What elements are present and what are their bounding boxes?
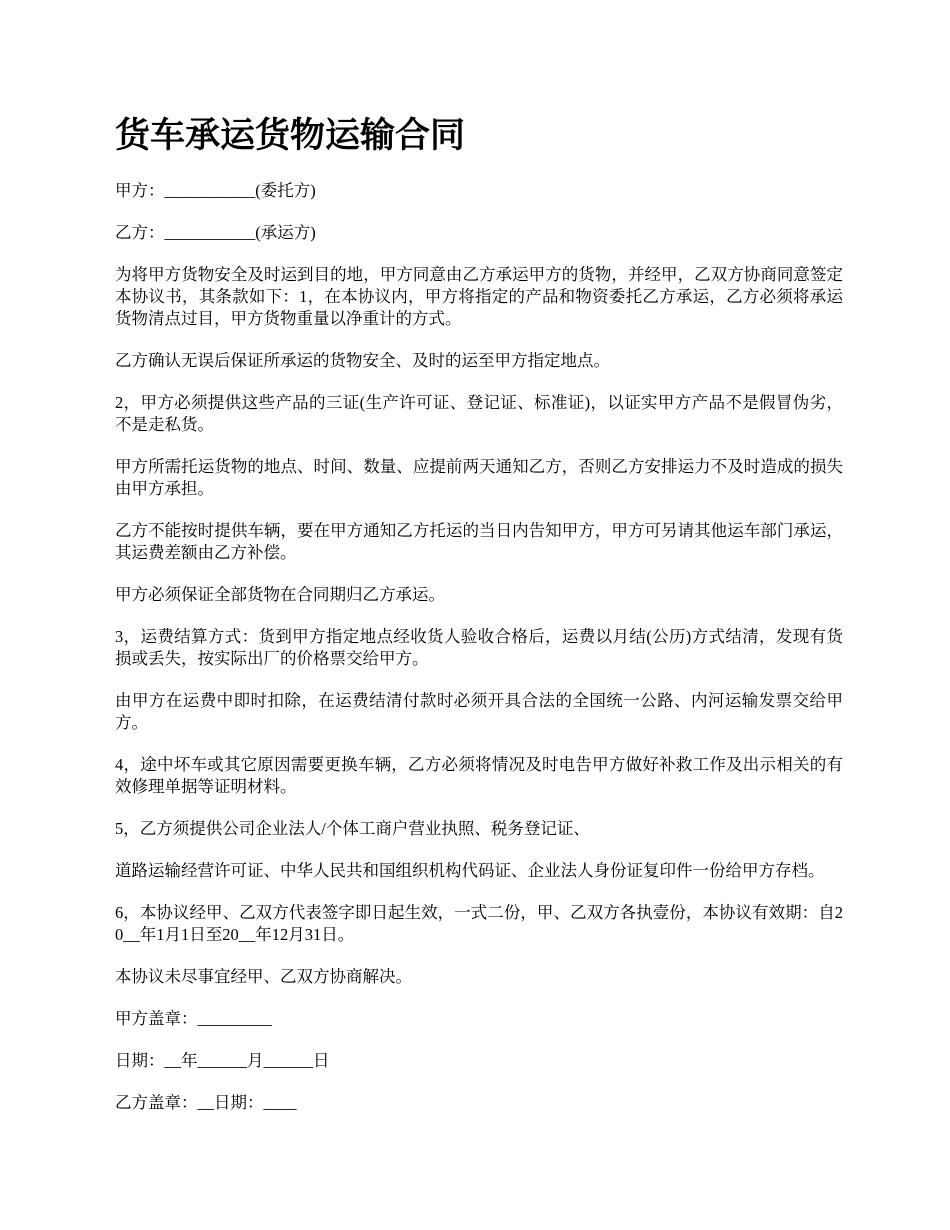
clause-6-validity: 6，本协议经甲、乙双方代表签字即日起生效，一式二份，甲、乙双方各执壹份，本协议有效期：自20__年1月1日至20__年12月31日。: [115, 903, 843, 944]
clause-2-guarantee: 甲方必须保证全部货物在合同期归乙方承运。: [115, 585, 445, 604]
party-b-line: 乙方：___________(承运方): [115, 223, 316, 242]
clause-unresolved: 本协议未尽事宜经甲、乙双方协商解决。: [115, 967, 412, 986]
document-title: 货车承运货物运输合同: [115, 115, 466, 156]
clause-2-vehicle: 乙方不能按时提供车辆，要在甲方通知乙方托运的当日内告知甲方，甲方可另请其他运车部门承运，其运费差额由乙方补偿。: [115, 521, 843, 562]
clause-2-notice: 甲方所需托运货物的地点、时间、数量、应提前两天通知乙方，否则乙方安排运力不及时造成的损失由甲方承担。: [115, 457, 843, 498]
party-a-line: 甲方：___________(委托方): [115, 181, 316, 200]
signing-date: 日期：__年______月______日: [115, 1051, 330, 1070]
party-b-seal: 乙方盖章：__日期：____: [115, 1093, 297, 1112]
clause-1-confirm: 乙方确认无误后保证所承运的货物安全、及时的运至甲方指定地点。: [115, 351, 610, 370]
clause-5-licenses: 5，乙方须提供公司企业法人/个体工商户营业执照、税务登记证、: [115, 819, 590, 838]
clause-3-invoice: 由甲方在运费中即时扣除，在运费结清付款时必须开具合法的全国统一公路、内河运输发票交给甲方。: [115, 691, 843, 732]
clause-5-archive: 道路运输经营许可证、中华人民共和国组织机构代码证、企业法人身份证复印件一份给甲方存档。: [115, 861, 825, 880]
clause-4-breakdown: 4，途中坏车或其它原因需要更换车辆，乙方必须将情况及时电告甲方做好补救工作及出示相关的有效修理单据等证明材料。: [115, 755, 843, 796]
document-body: [115, 112, 843, 1134]
party-a-seal: 甲方盖章：_________: [115, 1009, 272, 1028]
clause-2-certificates: 2，甲方必须提供这些产品的三证(生产许可证、登记证、标准证)，以证实甲方产品不是假冒伪劣，不是走私货。: [115, 393, 843, 434]
clause-3-settlement: 3，运费结算方式：货到甲方指定地点经收货人验收合格后，运费以月结(公历)方式结清，发现有货损或丢失，按实际出厂的价格票交给甲方。: [115, 627, 843, 668]
clause-intro-1: 为将甲方货物安全及时运到目的地，甲方同意由乙方承运甲方的货物，并经甲，乙双方协商同意签定本协议书，其条款如下：1，在本协议内，甲方将指定的产品和物资委托乙方承运，乙方必须将承运货物清点过目，甲方货物重量以净重计的方式。: [115, 265, 843, 328]
